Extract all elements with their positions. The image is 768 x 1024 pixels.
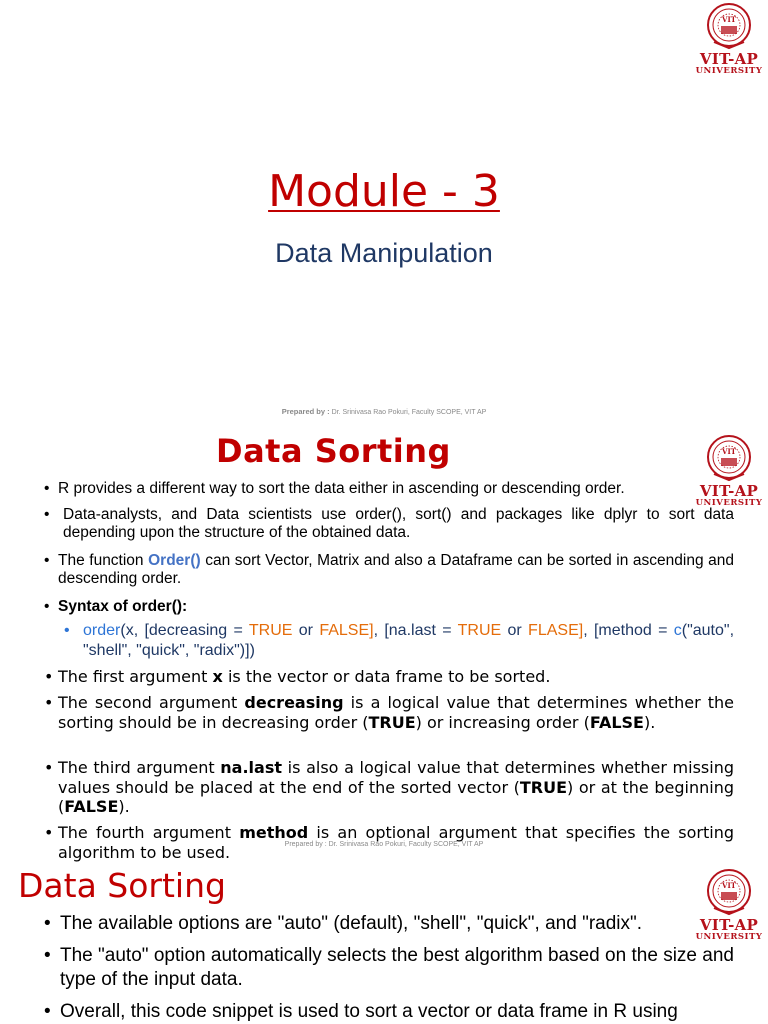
bullet-dot: • [44, 506, 50, 523]
brand-subtitle: UNIVERSITY [695, 498, 763, 508]
brand-subtitle: UNIVERSITY [695, 932, 763, 942]
bullet-item: • The "auto" option automatically selects the best algorithm based on the size and type of the input data. [44, 945, 734, 990]
prepared-by-label: Prepared by : [281, 407, 330, 416]
bullet-dot: • [44, 823, 54, 842]
bullet-dot: • [44, 758, 54, 777]
bullet-dot: • [44, 945, 51, 966]
brand-name: VIT-AP [699, 50, 759, 68]
university-seal-icon [706, 434, 752, 484]
bullet-item: • The available options are "auto" (default), "shell", "quick", and "radix". [44, 913, 643, 934]
university-seal-icon [706, 2, 752, 52]
bullet-item: • The function Order() can sort Vector, Matrix and also a Dataframe can be sorted in ascending and descending order. [44, 552, 734, 587]
module-title: Module - 3 [268, 166, 500, 217]
bullet-item: • The first argument x is the vector or data frame to be sorted. [44, 667, 551, 686]
slide-title: Data Sorting [18, 866, 226, 905]
seal-text: VIT [722, 447, 736, 456]
university-seal-icon [706, 868, 752, 918]
bullet-dot: • [44, 913, 51, 934]
brand-name: VIT-AP [699, 482, 759, 500]
slide-title: Data Sorting [216, 432, 451, 470]
bullet-dot: • [44, 693, 54, 712]
bullet-item: • R provides a different way to sort the data either in ascending or descending order. [44, 480, 625, 497]
bullet-dot: • [44, 667, 54, 686]
slide-1 [0, 0, 768, 428]
seal-text: VIT [722, 15, 736, 24]
brand-name: VIT-AP [699, 916, 759, 934]
bullet-dot: • [44, 480, 50, 497]
code-bullet-dot: • [64, 622, 70, 639]
prepared-by: Prepared by : Dr. Srinivasa Rao Pokuri, Faculty SCOPE, VIT AP [284, 841, 484, 848]
order-function-keyword: Order() [148, 552, 201, 569]
bullet-item: • The second argument decreasing is a logical value that determines whether the sorting should be in decreasing order (TRUE) or increasing order (FALSE). [44, 693, 735, 732]
seal-text: VIT [722, 881, 736, 890]
bullet-item: • Overall, this code snippet is used to sort a vector or data frame in R using [44, 1001, 678, 1022]
brand-subtitle: UNIVERSITY [695, 66, 763, 76]
bullet-dot: • [44, 552, 50, 569]
university-logo [694, 2, 764, 76]
bullet-item: • Syntax of order(): [44, 598, 188, 615]
prepared-by [0, 407, 768, 416]
bullet-item: • Data-analysts, and Data scientists use order(), sort() and packages like dplyr to sort data depending upon the structure of the obtained data. [44, 506, 734, 541]
module-subtitle: Data Manipulation [275, 238, 493, 268]
bullet-item: • The fourth argument method is an optional argument that specifies the sorting algorithm to be used. [44, 823, 734, 862]
code-syntax: • order(x, [decreasing = TRUE or FALSE], [na.last = TRUE or FLASE], [method = c("auto", "shell", "quick", "radix")]) [64, 622, 735, 659]
bullet-item: • The third argument na.last is also a logical value that determines whether missing values should be placed at the end of the sorted vector (TRUE) or at the beginning (FALSE). [44, 758, 734, 816]
bullet-dot: • [44, 598, 50, 615]
prepared-by-text: Dr. Srinivasa Rao Pokuri, Faculty SCOPE, VIT AP [331, 409, 487, 416]
bullet-dot: • [44, 1001, 51, 1022]
